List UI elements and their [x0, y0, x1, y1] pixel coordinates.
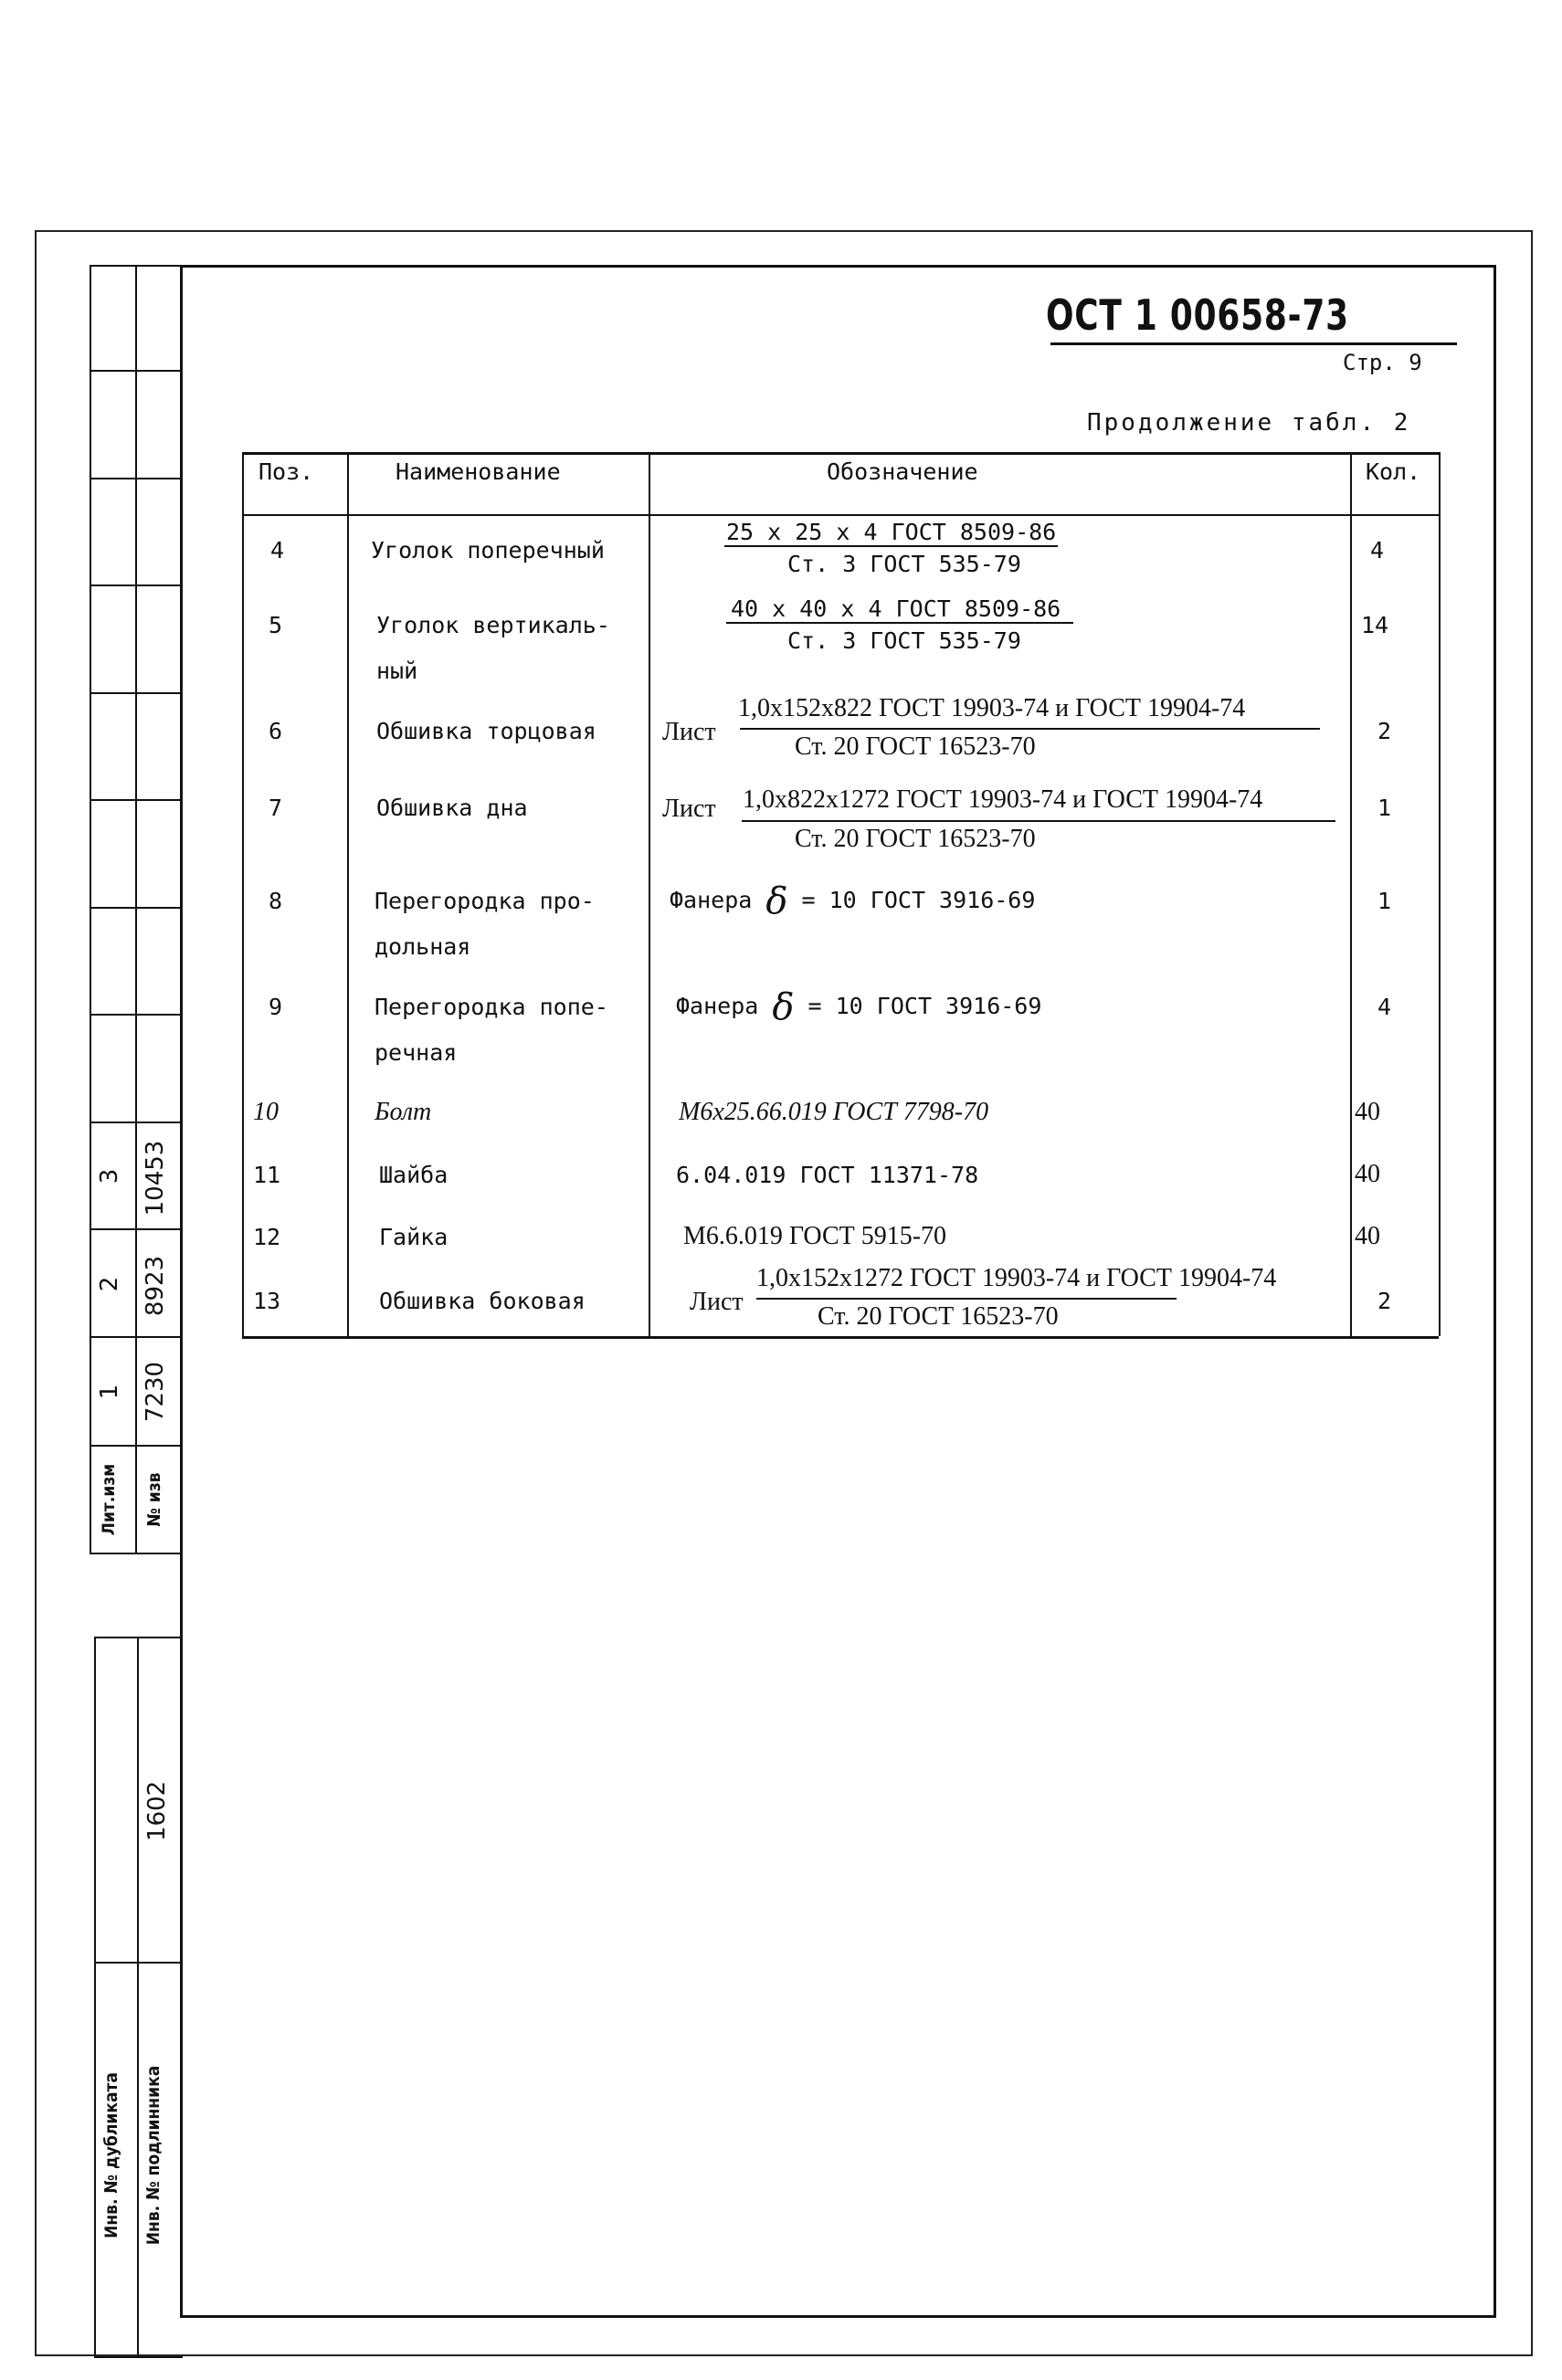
row-prefix: Лист [690, 1288, 744, 1316]
row-qty: 4 [1370, 537, 1385, 563]
document-code: ОСТ 1 00658-73 [1046, 290, 1349, 340]
row-qty: 1 [1377, 888, 1392, 914]
row-qty: 2 [1377, 1288, 1392, 1314]
row-name: Обшивка боковая [379, 1288, 586, 1314]
row-pos: 5 [269, 612, 283, 638]
no-label: № изв [144, 1472, 164, 1527]
change-no: 7230 [142, 1361, 169, 1423]
original-inventory-label: Инв. № подлинника [143, 2065, 164, 2246]
row-pos: 4 [270, 537, 285, 563]
row-qty: 4 [1377, 994, 1392, 1020]
header-underline [1050, 342, 1457, 345]
row-name: Перегородка попе- [375, 994, 608, 1020]
row-designation: М6х25.66.019 ГОСТ 7798-70 [679, 1098, 989, 1126]
row-designation [676, 986, 1041, 1028]
row-name: ный [376, 658, 418, 684]
column-header-qty: Кол. [1366, 458, 1421, 485]
lit-label: Лит.изм [99, 1463, 119, 1536]
row-qty: 40 [1355, 1098, 1380, 1126]
row-designation: М6.6.019 ГОСТ 5915-70 [683, 1222, 947, 1250]
row-designation-bottom: Ст. 20 ГОСТ 16523-70 [795, 825, 1036, 853]
row-name: дольная [375, 933, 471, 960]
change-lit: 3 [96, 1168, 123, 1185]
row-qty: 2 [1377, 718, 1392, 744]
row-designation-top: 40 х 40 х 4 ГОСТ 8509-86 [731, 595, 1061, 622]
duplicate-inventory-label: Инв. № дубликата [101, 2072, 121, 2238]
change-lit: 1 [96, 1384, 123, 1400]
row-name: Уголок вертикаль- [376, 612, 610, 638]
row-designation-bottom: Ст. 20 ГОСТ 16523-70 [818, 1302, 1059, 1331]
page-number: Стр. 9 [1343, 350, 1422, 375]
row-designation-top: 1,0x152x1272 ГОСТ 19903-74 и ГОСТ 19904-74 [756, 1264, 1277, 1292]
row-name: Болт [375, 1098, 432, 1126]
row-name: речная [375, 1039, 458, 1066]
row-name: Обшивка торцовая [376, 718, 596, 744]
row-designation-top: 1,0x152x822 ГОСТ 19903-74 и ГОСТ 19904-74 [738, 694, 1246, 722]
row-designation: 6.04.019 ГОСТ 11371-78 [676, 1162, 979, 1188]
delta-symbol: δ [765, 880, 788, 922]
row-pos: 10 [253, 1098, 279, 1126]
row-pos: 7 [269, 795, 283, 821]
row-name: Перегородка про- [375, 888, 595, 914]
row-designation-bottom: Ст. 20 ГОСТ 16523-70 [795, 732, 1036, 761]
column-header-pos: Поз. [259, 458, 314, 485]
change-no: 10453 [142, 1140, 169, 1216]
original-inventory-number: 1602 [143, 1780, 171, 1842]
delta-symbol: δ [772, 986, 795, 1028]
row-designation-top: 25 х 25 х 4 ГОСТ 8509-86 [726, 519, 1057, 545]
row-name: Обшивка дна [376, 795, 528, 821]
row-pos: 8 [269, 888, 283, 914]
column-header-designation: Обозначение [827, 458, 978, 485]
row-qty: 1 [1377, 795, 1392, 821]
row-pos: 6 [269, 718, 283, 744]
row-prefix: Фанера [670, 887, 753, 913]
column-header-name: Наименование [396, 458, 561, 485]
row-name: Гайка [379, 1224, 449, 1250]
row-pos: 13 [253, 1288, 281, 1314]
row-prefix: Лист [662, 718, 716, 746]
row-pos: 9 [269, 994, 283, 1020]
row-name: Шайба [379, 1162, 449, 1188]
table-continuation-label: Продолжение табл. 2 [1087, 409, 1411, 437]
row-pos: 11 [253, 1162, 281, 1188]
row-prefix: Лист [662, 795, 716, 823]
row-qty: 14 [1361, 612, 1389, 638]
row-designation [670, 880, 1035, 922]
row-value: = 10 ГОСТ 3916-69 [801, 887, 1036, 913]
row-pos: 12 [253, 1224, 281, 1250]
row-qty: 40 [1355, 1160, 1380, 1188]
row-name: Уголок поперечный [371, 537, 605, 563]
row-value: = 10 ГОСТ 3916-69 [807, 993, 1042, 1019]
row-prefix: Фанера [676, 993, 759, 1019]
change-no: 8923 [142, 1255, 169, 1317]
row-designation-bottom: Ст. 3 ГОСТ 535-79 [787, 627, 1021, 654]
row-designation-bottom: Ст. 3 ГОСТ 535-79 [787, 551, 1021, 577]
change-lit: 2 [96, 1276, 123, 1292]
row-qty: 40 [1355, 1222, 1380, 1250]
row-designation-top: 1,0x822x1272 ГОСТ 19903-74 и ГОСТ 19904-74 [743, 785, 1263, 814]
